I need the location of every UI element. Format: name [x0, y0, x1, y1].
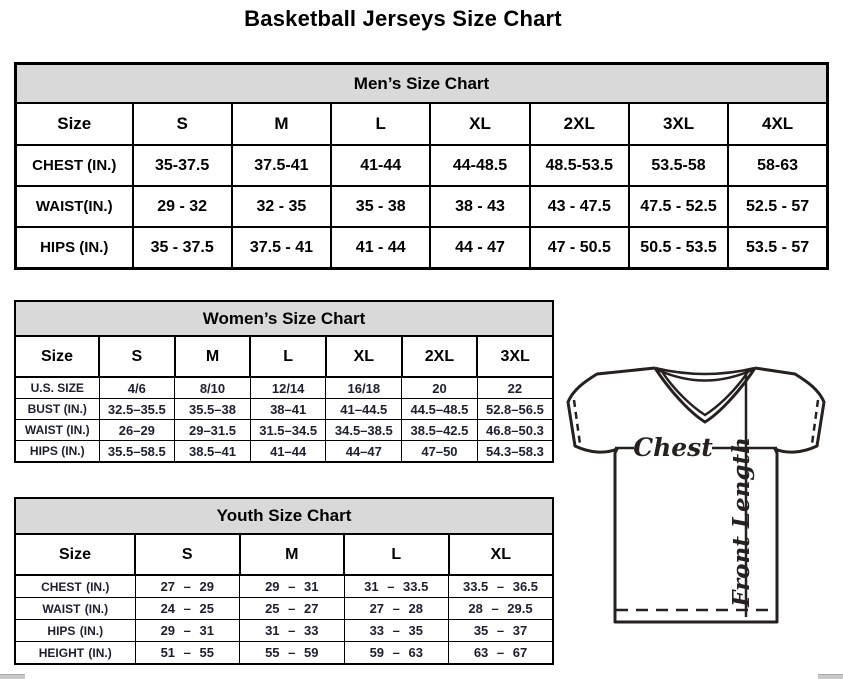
size-value-cell: 12/14: [250, 377, 326, 399]
size-value-cell: 54.3–58.3: [477, 441, 553, 463]
column-header: S: [135, 534, 240, 575]
size-value-cell: 55 – 59: [240, 642, 345, 665]
size-value-cell: 58-63: [728, 145, 827, 186]
size-value-cell: 16/18: [326, 377, 402, 399]
size-value-cell: 46.8–50.3: [477, 420, 553, 441]
size-value-cell: 26–29: [99, 420, 175, 441]
chest-label: Chest: [633, 433, 713, 462]
size-value-cell: 59 – 63: [344, 642, 449, 665]
column-header: M: [175, 336, 251, 377]
size-value-cell: 41 - 44: [331, 227, 430, 269]
size-value-cell: 35.5–58.5: [99, 441, 175, 463]
front-length-label: Front Length: [728, 437, 755, 607]
size-value-cell: 4/6: [99, 377, 175, 399]
row-label: HIPS (IN.): [15, 620, 135, 642]
size-value-cell: 51 – 55: [135, 642, 240, 665]
size-value-cell: 27 – 28: [344, 598, 449, 620]
size-value-cell: 35-37.5: [133, 145, 232, 186]
column-header: Size: [15, 534, 135, 575]
womens-size-table: [14, 300, 554, 463]
size-value-cell: 31 – 33.5: [344, 575, 449, 598]
size-value-cell: 44 - 47: [430, 227, 529, 269]
column-header: L: [344, 534, 449, 575]
column-header: XL: [430, 103, 529, 145]
column-header: L: [331, 103, 430, 145]
scrollbar-left-button[interactable]: [0, 674, 25, 679]
collar-back-arc: [655, 368, 755, 374]
jersey-measurement-diagram: [560, 360, 832, 628]
size-value-cell: 31 – 33: [240, 620, 345, 642]
row-label: WAIST(IN.): [16, 186, 133, 227]
size-value-cell: 52.8–56.5: [477, 399, 553, 420]
size-value-cell: 53.5-58: [629, 145, 728, 186]
column-header: XL: [449, 534, 554, 575]
size-value-cell: 44.5–48.5: [402, 399, 478, 420]
size-value-cell: 35 - 37.5: [133, 227, 232, 269]
size-value-cell: 29 – 31: [240, 575, 345, 598]
size-value-cell: 52.5 - 57: [728, 186, 827, 227]
size-value-cell: 35.5–38: [175, 399, 251, 420]
column-header: S: [133, 103, 232, 145]
size-value-cell: 24 – 25: [135, 598, 240, 620]
table-title: Men’s Size Chart: [16, 64, 828, 104]
size-value-cell: 32.5–35.5: [99, 399, 175, 420]
size-value-cell: 25 – 27: [240, 598, 345, 620]
mens-size-table: [14, 62, 829, 270]
size-value-cell: 29 – 31: [135, 620, 240, 642]
size-value-cell: 34.5–38.5: [326, 420, 402, 441]
row-label: HIPS (IN.): [15, 441, 99, 463]
column-header: Size: [15, 336, 99, 377]
row-label: HEIGHT (IN.): [15, 642, 135, 665]
column-header: 4XL: [728, 103, 827, 145]
size-value-cell: 35 – 37: [449, 620, 554, 642]
size-value-cell: 44–47: [326, 441, 402, 463]
size-value-cell: 38.5–42.5: [402, 420, 478, 441]
size-value-cell: 29 - 32: [133, 186, 232, 227]
row-label: WAIST (IN.): [15, 598, 135, 620]
size-value-cell: 43 - 47.5: [530, 186, 629, 227]
column-header: 3XL: [477, 336, 553, 377]
column-header: M: [240, 534, 345, 575]
column-header: Size: [16, 103, 133, 145]
column-header: XL: [326, 336, 402, 377]
size-value-cell: 38 - 43: [430, 186, 529, 227]
size-value-cell: 20: [402, 377, 478, 399]
scrollbar-right-button[interactable]: [818, 674, 843, 679]
size-value-cell: 44-48.5: [430, 145, 529, 186]
column-header: 2XL: [402, 336, 478, 377]
column-header: 3XL: [629, 103, 728, 145]
size-value-cell: 37.5-41: [232, 145, 331, 186]
row-label: U.S. SIZE: [15, 377, 99, 399]
size-value-cell: 38–41: [250, 399, 326, 420]
column-header: S: [99, 336, 175, 377]
size-value-cell: 38.5–41: [175, 441, 251, 463]
size-value-cell: 33 – 35: [344, 620, 449, 642]
page-title: Basketball Jerseys Size Chart: [244, 6, 562, 31]
size-value-cell: 33.5 – 36.5: [449, 575, 554, 598]
size-value-cell: 37.5 - 41: [232, 227, 331, 269]
size-value-cell: 41-44: [331, 145, 430, 186]
row-label: CHEST (IN.): [15, 575, 135, 598]
column-header: M: [232, 103, 331, 145]
row-label: CHEST (IN.): [16, 145, 133, 186]
size-value-cell: 8/10: [175, 377, 251, 399]
youth-size-table: [14, 497, 554, 665]
size-value-cell: 63 – 67: [449, 642, 554, 665]
column-header: 2XL: [530, 103, 629, 145]
size-value-cell: 47.5 - 52.5: [629, 186, 728, 227]
size-value-cell: 50.5 - 53.5: [629, 227, 728, 269]
row-label: WAIST (IN.): [15, 420, 99, 441]
size-value-cell: 29–31.5: [175, 420, 251, 441]
size-value-cell: 28 – 29.5: [449, 598, 554, 620]
size-value-cell: 41–44.5: [326, 399, 402, 420]
jersey-outline: [568, 368, 824, 622]
size-value-cell: 47–50: [402, 441, 478, 463]
column-header: L: [250, 336, 326, 377]
size-value-cell: 48.5-53.5: [530, 145, 629, 186]
size-value-cell: 22: [477, 377, 553, 399]
size-value-cell: 31.5–34.5: [250, 420, 326, 441]
table-title: Youth Size Chart: [15, 498, 553, 534]
size-value-cell: 35 - 38: [331, 186, 430, 227]
row-label: HIPS (IN.): [16, 227, 133, 269]
size-value-cell: 47 - 50.5: [530, 227, 629, 269]
size-value-cell: 27 – 29: [135, 575, 240, 598]
size-value-cell: 41–44: [250, 441, 326, 463]
table-title: Women’s Size Chart: [15, 301, 553, 336]
size-value-cell: 32 - 35: [232, 186, 331, 227]
size-value-cell: 53.5 - 57: [728, 227, 827, 269]
row-label: BUST (IN.): [15, 399, 99, 420]
